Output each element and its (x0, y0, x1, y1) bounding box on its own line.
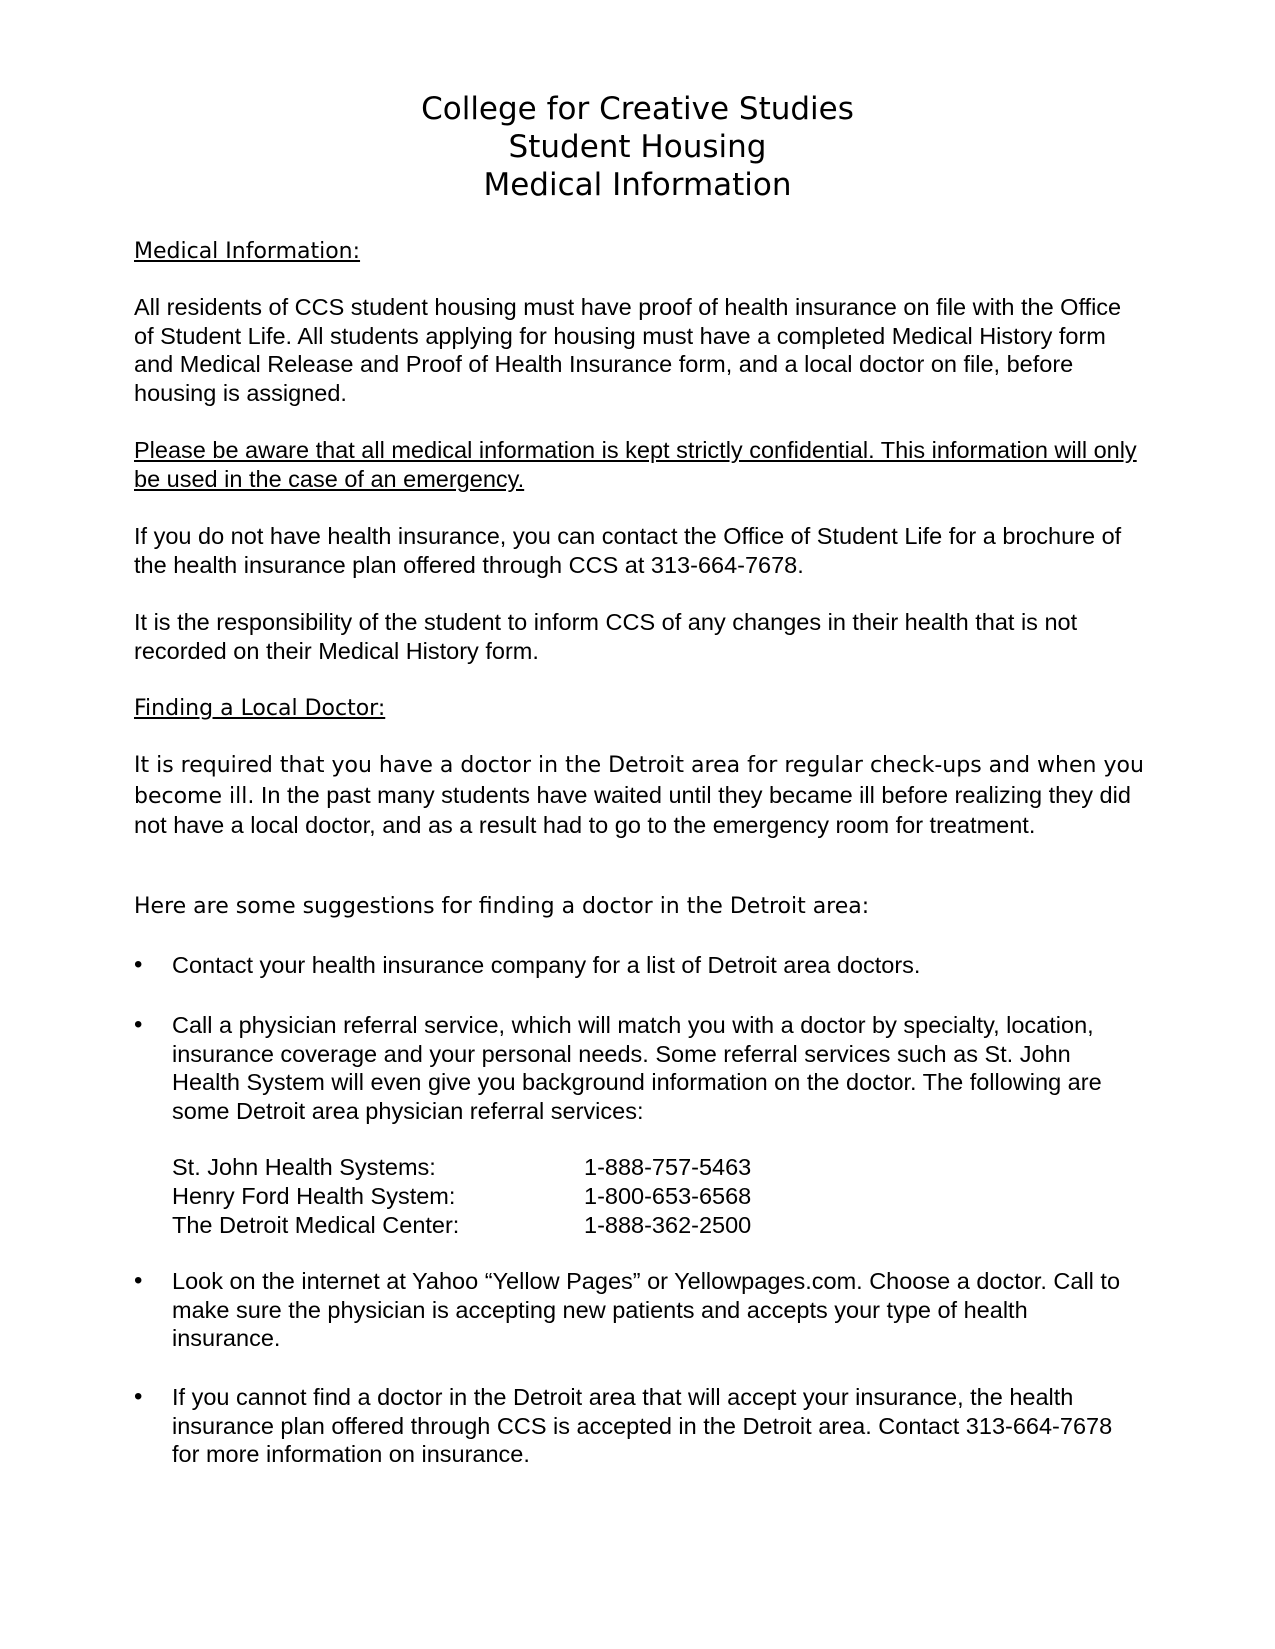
finding-doctor-heading: Finding a Local Doctor: (134, 696, 386, 721)
referral-phone: 1-800-653-6568 (584, 1183, 752, 1209)
referral-row (172, 1153, 872, 1182)
referral-phone: 1-888-757-5463 (584, 1154, 752, 1180)
bullet-item-insurance-company: Contact your health insurance company for a list of Detroit area doctors. (172, 952, 921, 978)
document-title-line-2: Student Housing (508, 129, 767, 165)
bullet-marker: • (134, 1267, 143, 1294)
referral-row (172, 1182, 872, 1211)
referral-phone: 1-888-362-2500 (584, 1212, 752, 1238)
bullet-item-yellow-pages: Look on the internet at Yahoo “Yellow Pages” or Yellowpages.com. Choose a doctor. Call to make sure the physician is accepting new patients and accepts your type of health insurance. (172, 1268, 1121, 1352)
doctor-requirement-paragraph (134, 750, 1144, 840)
bullet-marker: • (134, 951, 143, 978)
bullet-marker: • (134, 1011, 143, 1038)
document-title-line-3: Medical Information (483, 167, 792, 203)
document-title-line-1: College for Creative Studies (421, 91, 854, 127)
bullet-item-referral-service: Call a physician referral service, which will match you with a doctor by specialty, location, insurance coverage and your personal needs. Some referral services such as St. John Health System will even give you background information on the doctor. The following are some Detroit area physician referral services: (172, 1012, 1102, 1125)
confidentiality-notice: Please be aware that all medical information is kept strictly confidential. This information will only be used in the case of an emergency. (134, 437, 1137, 492)
referral-name: Henry Ford Health System: (172, 1183, 456, 1209)
responsibility-paragraph: It is the responsibility of the student to inform CCS of any changes in their health that is not recorded on their Medical History form. (134, 609, 1078, 664)
insurance-requirement-paragraph: All residents of CCS student housing must have proof of health insurance on file with the Office of Student Life. All students applying for housing must have a completed Medical History form and Medical Release and Proof of Health Insurance form, and a local doctor on file, before housing is assigned. (134, 294, 1122, 407)
doctor-requirement-sentence: It is required that you have a doctor in the Detroit area for regular check-ups and when you become ill. (134, 753, 1144, 809)
referral-row (172, 1211, 872, 1240)
referral-name: The Detroit Medical Center: (172, 1212, 460, 1238)
suggestions-intro: Here are some suggestions for finding a doctor in the Detroit area: (134, 894, 870, 919)
no-insurance-paragraph: If you do not have health insurance, you can contact the Office of Student Life for a brochure of the health insurance plan offered through CCS at 313-664-7678. (134, 523, 1122, 578)
bullet-item-ccs-insurance: If you cannot find a doctor in the Detroit area that will accept your insurance, the health insurance plan offered through CCS is accepted in the Detroit area. Contact 313-664-7678 for more information on insurance. (172, 1384, 1113, 1468)
bullet-marker: • (134, 1383, 143, 1410)
medical-information-heading: Medical Information: (134, 239, 361, 264)
doctor-requirement-continuation: In the past many students have waited until they became ill before realizing they did not have a local doctor, and as a result had to go to the emergency room for treatment. (134, 781, 1131, 839)
referral-name: St. John Health Systems: (172, 1154, 436, 1180)
